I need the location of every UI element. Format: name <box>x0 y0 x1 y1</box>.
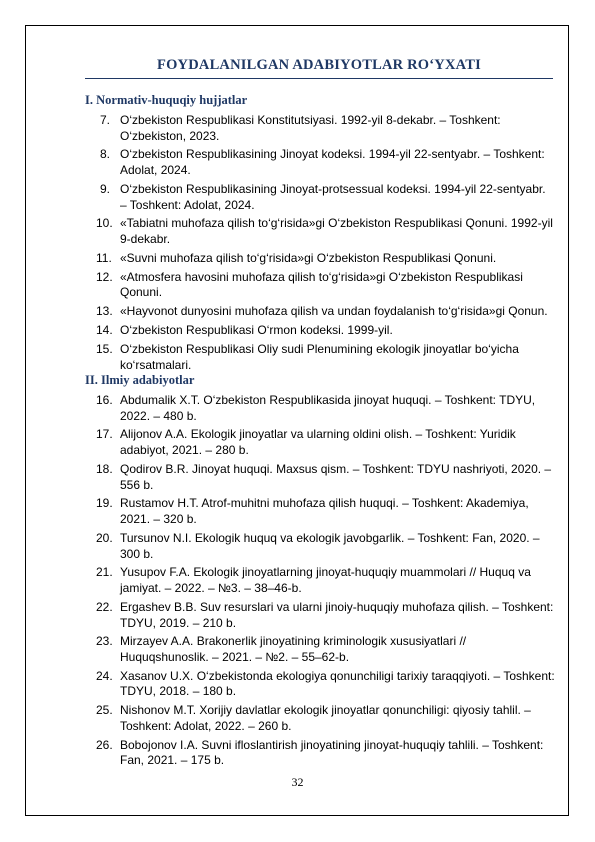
reference-text: Alijonov A.A. Ekologik jinoyatlar va ularning oldini olish. – Toshkent: Yuridik adabiyot, 2021. – 280 b. <box>120 427 516 458</box>
reference-number: 8. <box>100 147 111 162</box>
reference-text: O‘zbekiston Respublikasi O‘rmon kodeksi. 1999-yil. <box>120 323 393 338</box>
reference-item <box>96 461 555 493</box>
reference-text: Xasanov U.X. O‘zbekistonda ekologiya qonunchiligi tarixiy taraqqiyoti. – Toshkent: TDYU, 2018. – 180 b. <box>120 668 555 699</box>
reference-item <box>96 342 555 373</box>
reference-text: O‘zbekiston Respublikasining Jinoyat-protsessual kodeksi. 1994-yil 22-sentyabr. – Toshkent: Adolat, 2024. <box>120 181 546 212</box>
reference-item <box>96 703 555 734</box>
reference-text: O‘zbekiston Respublikasi Oliy sudi Plenumining ekologik jinoyatlar bo‘yicha ko‘rsatmalari. <box>120 342 519 372</box>
reference-item <box>96 269 555 301</box>
reference-text: Abdumalik X.T. O‘zbekiston Respublikasida jinoyat huquqi. – Toshkent: TDYU, 2022. – 480 b. <box>120 393 536 423</box>
reference-list-normative <box>96 113 555 377</box>
reference-item <box>100 113 555 144</box>
reference-item <box>96 599 555 631</box>
reference-number: 22. <box>96 599 113 614</box>
reference-text: O‘zbekiston Respublikasi Konstitutsiyasi. 1992-yil 8-dekabr. – Toshkent: O‘zbekiston, 2023. <box>120 113 501 143</box>
reference-number: 9. <box>100 181 111 196</box>
reference-text: Nishonov M.T. Xorijiy davlatlar ekologik jinoyatlar qonunchiligi: qiyosiy tahlil. – Toshkent: Adolat, 2022. – 260 b. <box>120 703 531 733</box>
reference-item <box>100 147 555 178</box>
reference-number: 19. <box>96 496 113 511</box>
reference-item <box>96 668 555 700</box>
reference-item <box>96 250 555 267</box>
reference-text: «Tabiatni muhofaza qilish to‘g‘risida»gi O‘zbekiston Respublikasi Qonuni. 1992-yil 9-dekabr. <box>120 216 553 247</box>
reference-text: Yusupov F.A. Ekologik jinoyatlarning jinoyat-huquqiy muammolari // Huquq va jamiyat. – 2022. – №3. – 38–46-b. <box>120 565 531 596</box>
reference-text: Mirzayev A.A. Brakonerlik jinoyatining kriminologik xususiyatlari // Huquqshunoslik. – 2021. – №2. – 55–62-b. <box>120 634 467 664</box>
page-number: 32 <box>291 775 304 789</box>
reference-text: O‘zbekiston Respublikasining Jinoyat kodeksi. 1994-yil 22-sentyabr. – Toshkent: Adolat, 2024. <box>120 147 545 178</box>
reference-item <box>96 737 555 769</box>
reference-number: 13. <box>96 304 113 319</box>
reference-item <box>100 182 555 213</box>
reference-item <box>96 323 555 339</box>
reference-number: 11. <box>96 250 112 265</box>
reference-number: 25. <box>96 703 113 718</box>
reference-item <box>96 216 555 247</box>
section-heading-scientific: II. Ilmiy adabiyotlar <box>85 373 195 387</box>
reference-number: 18. <box>96 461 113 476</box>
reference-number: 12. <box>96 269 113 284</box>
reference-list-scientific <box>96 393 555 772</box>
reference-item <box>96 565 555 596</box>
reference-text: «Atmosfera havosini muhofaza qilish to‘g‘risida»gi O‘zbekiston Respublikasi Qonuni. <box>120 269 523 300</box>
reference-text: Qodirov B.R. Jinoyat huquqi. Maxsus qism. – Toshkent: TDYU nashriyoti, 2020. – 556 b. <box>120 461 552 492</box>
reference-number: 24. <box>96 668 113 683</box>
section-heading-normative: I. Normativ-huquqiy hujjatlar <box>85 93 248 107</box>
reference-number: 7. <box>100 113 111 127</box>
reference-number: 16. <box>96 393 113 407</box>
reference-number: 14. <box>96 323 113 338</box>
reference-number: 26. <box>96 737 113 752</box>
reference-item <box>96 304 555 320</box>
reference-text: «Suvni muhofaza qilish to‘g‘risida»gi O‘zbekiston Respublikasi Qonuni. <box>120 250 497 265</box>
reference-text: «Hayvonot dunyosini muhofaza qilish va undan foydalanish to‘g‘risida»gi Qonun. <box>120 304 548 319</box>
reference-item <box>96 634 555 665</box>
reference-number: 21. <box>96 565 113 580</box>
reference-item <box>96 496 555 527</box>
reference-number: 17. <box>96 427 113 442</box>
reference-item <box>96 393 555 424</box>
reference-text: Bobojonov I.A. Suvni ifloslantirish jinoyatining jinoyat-huquqiy tahlili. – Toshkent: Fan, 2021. – 175 b. <box>120 737 544 768</box>
reference-item <box>96 530 555 562</box>
reference-text: Ergashev B.B. Suv resurslari va ularni jinoiy-huquqiy muhofaza qilish. – Toshkent: TDYU, 2019. – 210 b. <box>120 599 554 630</box>
title-underline <box>85 78 553 79</box>
reference-number: 23. <box>96 634 113 649</box>
page-title: FOYDALANILGAN ADABIYOTLAR RO‘YXATI <box>157 57 481 73</box>
reference-text: Rustamov H.T. Atrof-muhitni muhofaza qilish huquqi. – Toshkent: Akademiya, 2021. – 320 b. <box>120 496 529 527</box>
reference-item <box>96 427 555 458</box>
reference-text: Tursunov N.I. Ekologik huquq va ekologik javobgarlik. – Toshkent: Fan, 2020. – 300 b. <box>120 530 540 561</box>
reference-number: 20. <box>96 530 113 545</box>
reference-number: 15. <box>96 342 113 357</box>
reference-number: 10. <box>96 216 113 231</box>
